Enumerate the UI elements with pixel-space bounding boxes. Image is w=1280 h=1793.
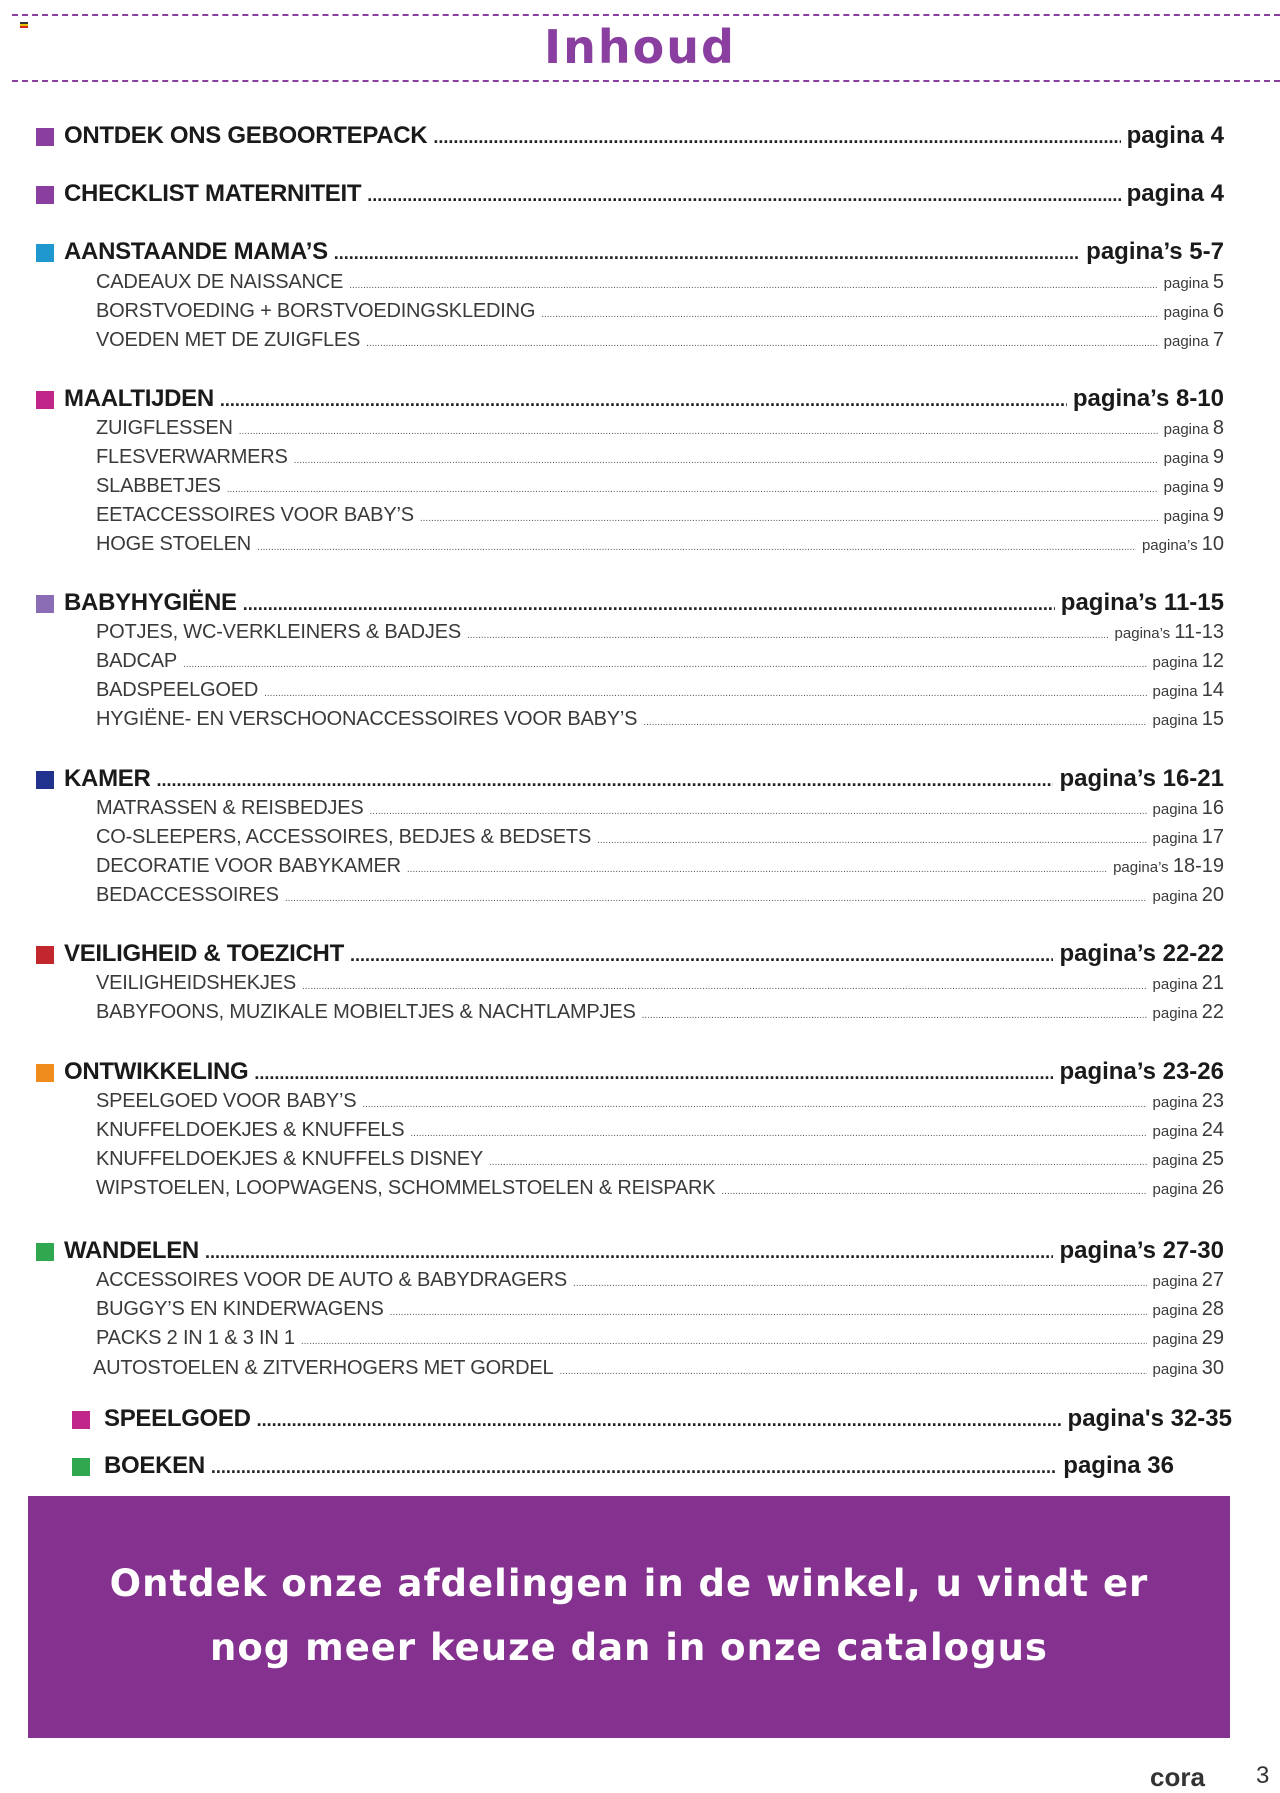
- subsection-page: [1153, 679, 1224, 702]
- dot-leader: [257, 542, 1136, 553]
- page-word: pagina: [1152, 1005, 1198, 1022]
- page-num: 26: [1201, 1177, 1224, 1199]
- toc-subsection: [96, 1269, 1224, 1293]
- dot-leader: [559, 1366, 1146, 1377]
- section-page: pagina’s 16-21: [1059, 765, 1224, 792]
- toc-extra-section: [72, 1405, 1232, 1435]
- dot-leader: [489, 1157, 1147, 1168]
- page-word: pagina: [1152, 654, 1198, 671]
- page-num: 29: [1201, 1327, 1224, 1349]
- dot-leader: [239, 426, 1158, 437]
- dot-leader: [597, 835, 1146, 846]
- page-num: 15: [1201, 708, 1224, 730]
- subsection-title: VEILIGHEIDSHEKJES: [96, 972, 296, 994]
- section-title: CHECKLIST MATERNITEIT: [64, 180, 362, 207]
- dot-leader: [157, 770, 1054, 791]
- page-word: pagina’s: [1141, 537, 1198, 554]
- subsection-page: [1153, 826, 1224, 849]
- subsection-page: [1153, 972, 1224, 995]
- dot-leader: [366, 338, 1157, 349]
- toc-subsection: [96, 533, 1224, 557]
- subsection-page: [1115, 621, 1224, 644]
- section-title: SPEELGOED: [104, 1405, 251, 1432]
- toc-section: [36, 940, 1224, 970]
- subsection-title: ZUIGFLESSEN: [96, 417, 233, 439]
- page-num: 20: [1201, 884, 1224, 906]
- subsection-page: [1153, 1090, 1224, 1113]
- subsection-page: [1153, 1269, 1224, 1292]
- subsection-title: HOGE STOELEN: [96, 533, 252, 555]
- toc-subsection: [96, 1090, 1224, 1114]
- page-word: pagina: [1163, 421, 1209, 438]
- section-page: pagina’s 22-22: [1059, 940, 1224, 967]
- toc-section: [36, 1237, 1224, 1267]
- section-page: pagina's 32-35: [1067, 1405, 1232, 1432]
- page-num: 25: [1201, 1148, 1224, 1170]
- section-page: pagina’s 27-30: [1059, 1237, 1224, 1264]
- subsection-page: [1153, 1357, 1224, 1380]
- subsection-page: [1164, 504, 1224, 527]
- page-num: 11-13: [1174, 621, 1224, 643]
- subsection-title: KNUFFELDOEKJES & KNUFFELS: [96, 1119, 405, 1141]
- subsection-title: SPEELGOED VOOR BABY’S: [96, 1090, 357, 1112]
- subsection-page: [1153, 1298, 1224, 1321]
- section-page: pagina’s 23-26: [1059, 1058, 1224, 1085]
- page-num: 18-19: [1172, 855, 1224, 877]
- toc-subsection: [96, 679, 1224, 703]
- toc-section: [36, 765, 1224, 795]
- section-title: VEILIGHEID & TOEZICHT: [64, 940, 344, 967]
- subsection-page: [1164, 271, 1224, 294]
- dot-leader: [642, 1010, 1147, 1021]
- section-color-marker: [72, 1411, 90, 1429]
- subsection-page: [1164, 446, 1224, 469]
- page-word: pagina: [1163, 508, 1209, 525]
- subsection-page: [1164, 417, 1224, 440]
- section-page: pagina’s 8-10: [1072, 385, 1224, 412]
- toc-subsection: [96, 504, 1224, 528]
- dot-leader: [301, 1336, 1147, 1347]
- dot-leader: [367, 185, 1120, 206]
- page-num: 5: [1212, 271, 1224, 293]
- toc-subsection: [96, 271, 1224, 295]
- subsection-page: [1153, 708, 1224, 731]
- page-word: pagina: [1152, 1331, 1198, 1348]
- toc-subsection: [96, 1327, 1224, 1351]
- dot-leader: [220, 390, 1067, 411]
- dot-leader: [407, 864, 1107, 875]
- page-word: pagina: [1152, 683, 1198, 700]
- dot-leader: [211, 1457, 1057, 1478]
- page-num: 9: [1212, 475, 1224, 497]
- page-num: 24: [1201, 1119, 1224, 1141]
- dot-leader: [410, 1128, 1146, 1139]
- page-num: 27: [1201, 1269, 1224, 1291]
- section-title: KAMER: [64, 765, 151, 792]
- section-page: pagina 4: [1126, 122, 1224, 149]
- subsection-title: ACCESSOIRES VOOR DE AUTO & BABYDRAGERS: [96, 1269, 568, 1291]
- page-word: pagina: [1152, 976, 1198, 993]
- subsection-page: [1153, 1148, 1224, 1171]
- dot-leader: [573, 1278, 1146, 1289]
- banner-line-2: nog meer keuze dan in onze catalogus: [210, 1626, 1048, 1669]
- page-num: 16: [1201, 797, 1224, 819]
- page-num: 8: [1212, 417, 1224, 439]
- section-page: pagina’s 11-15: [1060, 589, 1224, 616]
- dot-leader: [362, 1099, 1146, 1110]
- dot-leader: [285, 893, 1147, 904]
- page-word: pagina’s: [1113, 859, 1169, 876]
- subsection-title: BORSTVOEDING + BORSTVOEDINGSKLEDING: [96, 300, 536, 322]
- toc-subsection: [96, 1119, 1224, 1143]
- page-num: 9: [1212, 446, 1224, 468]
- dot-leader: [334, 243, 1080, 264]
- section-page: pagina 4: [1126, 180, 1224, 207]
- page-word: pagina: [1152, 712, 1198, 729]
- dot-leader: [257, 1410, 1062, 1431]
- page-number: 3: [1256, 1762, 1270, 1789]
- subsection-page: [1153, 1119, 1224, 1142]
- subsection-page: [1164, 300, 1224, 323]
- toc-section: [36, 385, 1224, 415]
- toc-subsection: [96, 621, 1224, 645]
- section-color-marker: [36, 244, 54, 262]
- page-word: pagina: [1163, 333, 1209, 350]
- page-word: pagina: [1152, 830, 1198, 847]
- dot-leader: [264, 688, 1146, 699]
- section-color-marker: [36, 186, 54, 204]
- subsection-page: [1142, 533, 1224, 556]
- page-num: 28: [1201, 1298, 1224, 1320]
- page-word: pagina: [1152, 1094, 1198, 1111]
- subsection-title: CADEAUX DE NAISSANCE: [96, 271, 344, 293]
- banner-line-1: Ontdek onze afdelingen in de winkel, u vindt er: [109, 1562, 1149, 1605]
- subsection-title: AUTOSTOELEN & ZITVERHOGERS MET GORDEL: [93, 1357, 554, 1379]
- dot-leader: [350, 945, 1054, 966]
- section-color-marker: [36, 1243, 54, 1261]
- section-title: MAALTIJDEN: [64, 385, 214, 412]
- section-title: BABYHYGIËNE: [64, 589, 237, 616]
- page-num: 10: [1201, 533, 1224, 555]
- section-title: ONTWIKKELING: [64, 1058, 249, 1085]
- toc-subsection: [96, 855, 1224, 879]
- page-word: pagina: [1152, 1152, 1198, 1169]
- toc-section: [36, 238, 1224, 268]
- page-num: 30: [1201, 1357, 1224, 1379]
- page-word: pagina: [1152, 1302, 1198, 1319]
- subsection-page: [1164, 475, 1224, 498]
- section-title: AANSTAANDE MAMA’S: [64, 238, 328, 265]
- dot-leader: [254, 1063, 1053, 1084]
- toc-subsection: [96, 972, 1224, 996]
- subsection-title: HYGIËNE- EN VERSCHOONACCESSOIRES VOOR BABY’S: [96, 708, 638, 730]
- toc-subsection: [96, 708, 1224, 732]
- subsection-title: DECORATIE VOOR BABYKAMER: [96, 855, 401, 877]
- subsection-title: BADCAP: [96, 650, 178, 672]
- subsection-title: VOEDEN MET DE ZUIGFLES: [96, 329, 361, 351]
- section-color-marker: [36, 946, 54, 964]
- page-word: pagina: [1163, 275, 1209, 292]
- toc-section: [36, 1058, 1224, 1088]
- page-num: 7: [1212, 329, 1224, 351]
- section-title: ONTDEK ONS GEBOORTEPACK: [64, 122, 428, 149]
- section-color-marker: [72, 1458, 90, 1476]
- section-page: pagina 36: [1063, 1452, 1174, 1479]
- page-word: pagina’s: [1114, 625, 1171, 642]
- section-color-marker: [36, 128, 54, 146]
- toc-subsection: [96, 826, 1224, 850]
- toc-extra-section: [72, 1452, 1174, 1482]
- dot-leader: [541, 309, 1157, 320]
- dot-leader: [243, 594, 1055, 615]
- page-word: pagina: [1163, 479, 1209, 496]
- section-color-marker: [36, 1064, 54, 1082]
- dot-leader: [420, 513, 1158, 524]
- subsection-page: [1113, 855, 1224, 878]
- page-num: 23: [1201, 1090, 1224, 1112]
- page-num: 9: [1212, 504, 1224, 526]
- toc-subsection: [96, 797, 1224, 821]
- dot-leader: [205, 1242, 1054, 1263]
- toc-subsection: [96, 650, 1224, 674]
- subsection-title: BUGGY’S EN KINDERWAGENS: [96, 1298, 384, 1320]
- page-num: 14: [1201, 679, 1224, 701]
- toc-subsection: [96, 1177, 1224, 1201]
- page-word: pagina: [1152, 801, 1198, 818]
- subsection-page: [1153, 1001, 1224, 1024]
- subsection-title: POTJES, WC-VERKLEINERS & BADJES: [96, 621, 461, 643]
- page-num: 17: [1201, 826, 1224, 848]
- toc-section: [36, 589, 1224, 619]
- subsection-page: [1153, 884, 1224, 907]
- subsection-title: FLESVERWARMERS: [96, 446, 288, 468]
- page-word: pagina: [1163, 450, 1209, 467]
- page-word: pagina: [1152, 888, 1198, 905]
- subsection-title: WIPSTOELEN, LOOPWAGENS, SCHOMMELSTOELEN & REISPARK: [96, 1177, 716, 1199]
- dot-leader: [349, 280, 1157, 291]
- section-color-marker: [36, 391, 54, 409]
- toc-section: [36, 122, 1224, 152]
- page-word: pagina: [1152, 1361, 1198, 1378]
- toc-subsection: [96, 417, 1224, 441]
- section-title: BOEKEN: [104, 1452, 205, 1479]
- toc-subsection: [96, 1298, 1224, 1322]
- subsection-page: [1153, 650, 1224, 673]
- page-num: 12: [1201, 650, 1224, 672]
- dot-leader: [227, 484, 1158, 495]
- page-num: 6: [1212, 300, 1224, 322]
- page-word: pagina: [1152, 1181, 1198, 1198]
- page-word: pagina: [1163, 304, 1209, 321]
- toc-subsection: [96, 1148, 1224, 1172]
- toc-subsection: [96, 300, 1224, 324]
- dot-leader: [721, 1186, 1146, 1197]
- page-num: 22: [1201, 1001, 1224, 1023]
- subsection-page: [1164, 329, 1224, 352]
- page-num: 21: [1201, 972, 1224, 994]
- section-title: WANDELEN: [64, 1237, 199, 1264]
- dot-leader: [433, 127, 1120, 148]
- bottom-dashed-divider: [12, 80, 1280, 82]
- subsection-title: KNUFFELDOEKJES & KNUFFELS DISNEY: [96, 1148, 484, 1170]
- subsection-title: EETACCESSOIRES VOOR BABY’S: [96, 504, 414, 526]
- brand-logo: cora: [1150, 1762, 1205, 1792]
- dot-leader: [390, 1307, 1147, 1318]
- subsection-title: BABYFOONS, MUZIKALE MOBIELTJES & NACHTLAMPJES: [96, 1001, 636, 1023]
- toc-section: [36, 180, 1224, 210]
- promo-banner: [28, 1496, 1230, 1738]
- page-word: pagina: [1152, 1123, 1198, 1140]
- toc-subsection: [96, 475, 1224, 499]
- section-color-marker: [36, 595, 54, 613]
- subsection-title: CO-SLEEPERS, ACCESSOIRES, BEDJES & BEDSETS: [96, 826, 592, 848]
- dot-leader: [302, 981, 1147, 992]
- dot-leader: [370, 806, 1147, 817]
- subsection-title: MATRASSEN & REISBEDJES: [96, 797, 364, 819]
- dot-leader: [467, 630, 1109, 641]
- subsection-page: [1153, 797, 1224, 820]
- section-color-marker: [36, 771, 54, 789]
- subsection-page: [1153, 1177, 1224, 1200]
- subsection-title: BEDACCESSOIRES: [96, 884, 279, 906]
- toc-subsection: [96, 329, 1224, 353]
- page-title: Inhoud: [544, 20, 736, 74]
- toc-subsection: [96, 884, 1224, 908]
- dot-leader: [183, 659, 1146, 670]
- toc-subsection: [93, 1357, 1224, 1381]
- subsection-title: PACKS 2 IN 1 & 3 IN 1: [96, 1327, 295, 1349]
- subsection-page: [1153, 1327, 1224, 1350]
- toc-subsection: [96, 1001, 1224, 1025]
- dot-leader: [643, 717, 1146, 728]
- dot-leader: [294, 455, 1158, 466]
- page-word: pagina: [1152, 1273, 1198, 1290]
- toc-subsection: [96, 446, 1224, 470]
- subsection-title: BADSPEELGOED: [96, 679, 259, 701]
- section-page: pagina’s 5-7: [1086, 238, 1224, 265]
- subsection-title: SLABBETJES: [96, 475, 221, 497]
